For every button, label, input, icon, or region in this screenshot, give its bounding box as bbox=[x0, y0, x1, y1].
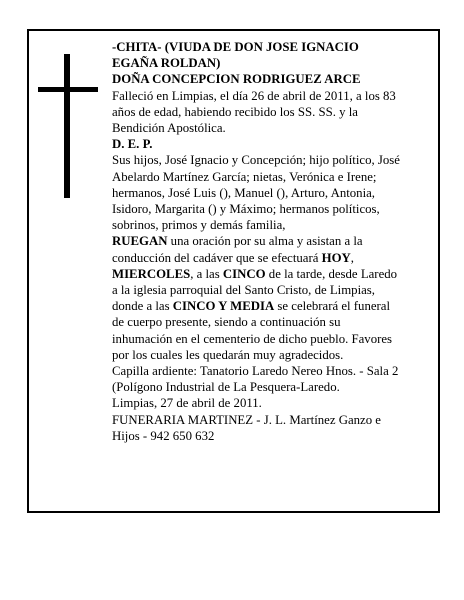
request-miercoles: MIERCOLES bbox=[112, 266, 191, 281]
family-list: Sus hijos, José Ignacio y Concepción; hijo político, José Abelardo Martínez García; nietas, Verónica e Irene; hermanos, José Luis (), Manuel (), Arturo, Antonia, Isidoro, Margarita () y Máximo; hermanos políticos, sobrinos, primos y demás familia, bbox=[112, 153, 400, 233]
request-cinco: CINCO bbox=[222, 266, 266, 281]
cross-vertical-bar bbox=[64, 54, 70, 198]
death-announcement: Falleció en Limpias, el día 26 de abril de 2011, a los 83 años de edad, habiendo recibido los SS. SS. y la Bendición Apostólica. bbox=[112, 88, 396, 136]
request-cinco-media: CINCO Y MEDIA bbox=[172, 299, 275, 314]
chapel-info: Capilla ardiente: Tanatorio Laredo Nereo Hnos. - Sala 2 (Polígono Industrial de La Pesquera-Laredo. bbox=[112, 364, 399, 395]
date-line: Limpias, 27 de abril de 2011. bbox=[112, 396, 262, 411]
obituary-text bbox=[112, 39, 404, 444]
funeral-home: FUNERARIA MARTINEZ - J. L. Martínez Ganzo e Hijos - 942 650 632 bbox=[112, 412, 381, 443]
dep-line: D. E. P. bbox=[112, 137, 153, 152]
heading-name: DOÑA CONCEPCION RODRIGUEZ ARCE bbox=[112, 72, 361, 87]
cross-horizontal-bar bbox=[38, 87, 98, 92]
request-text-2: , bbox=[350, 250, 354, 265]
heading-alias: -CHITA- (VIUDA DE DON JOSE IGNACIO EGAÑA ROLDAN) bbox=[112, 40, 359, 71]
request-hoy: HOY bbox=[321, 250, 351, 265]
cross-icon bbox=[38, 54, 98, 198]
request-text-4: de la tarde, desde Laredo a la iglesia parroquial del Santo Cristo, de Limpias, donde a las bbox=[112, 266, 398, 314]
request-text-3: , a las bbox=[190, 266, 223, 281]
request-text-5: se celebrará el funeral de cuerpo presente, siendo a continuación su inhumación en el cementerio de dicho pueblo. Favores por los cuales les quedarán muy agradecidos. bbox=[112, 299, 393, 362]
request-text-1: una oración por su alma y asistan a la conducción del cadáver que se efectuará bbox=[112, 234, 363, 265]
request-ruegan: RUEGAN bbox=[112, 234, 168, 249]
request-paragraph bbox=[112, 233, 404, 363]
